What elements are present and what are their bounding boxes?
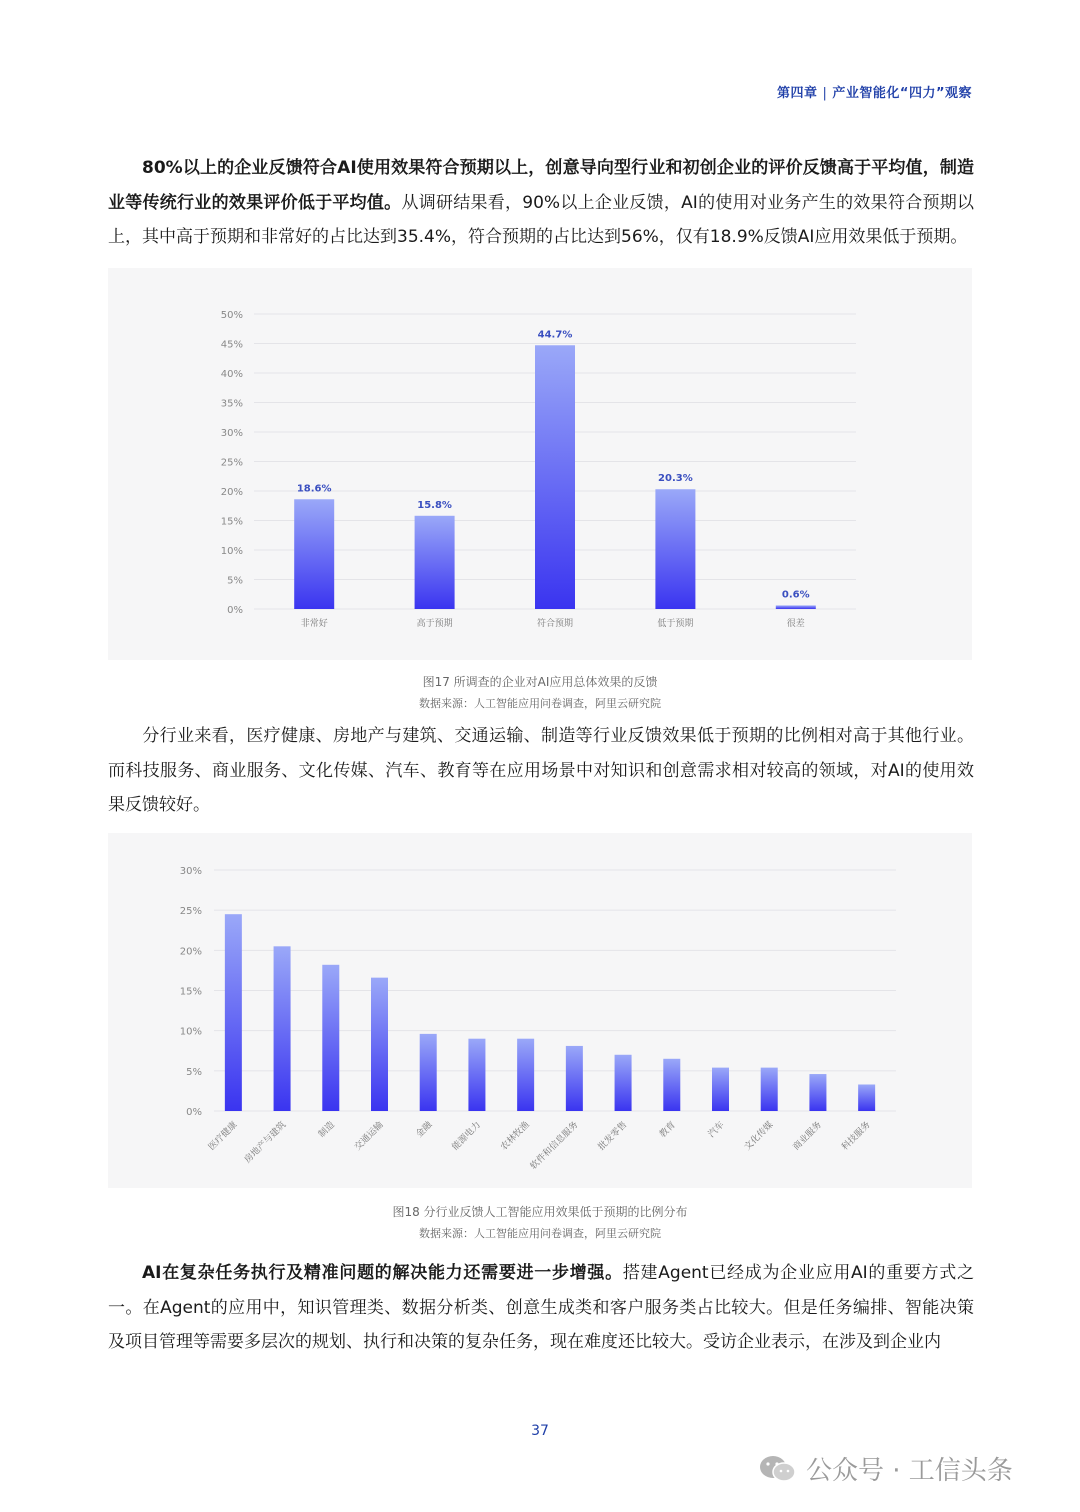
wechat-icon (758, 1454, 798, 1484)
x-tick-label: 软件和信息服务 (528, 1120, 581, 1172)
paragraph-3 (108, 1256, 974, 1360)
x-tick-label: 医疗健康 (206, 1120, 240, 1153)
y-tick-label: 5% (227, 575, 243, 587)
bar (712, 1068, 729, 1111)
y-tick-label: 0% (186, 1107, 202, 1118)
x-tick-label: 教育 (658, 1120, 678, 1140)
y-tick-label: 10% (220, 546, 243, 557)
x-tick-label: 批发零售 (596, 1120, 630, 1153)
y-tick-label: 25% (220, 457, 243, 469)
x-tick-label: 农林牧渔 (499, 1120, 532, 1153)
y-tick-label: 30% (179, 866, 202, 877)
y-tick-label: 50% (220, 310, 243, 321)
bar (761, 1068, 778, 1111)
y-tick-label: 20% (179, 946, 202, 958)
figure-18-source: 数据来源：人工智能应用问卷调查，阿里云研究院 (419, 1227, 661, 1240)
x-tick-label: 很差 (786, 619, 805, 629)
bar (858, 1084, 875, 1111)
bar (468, 1039, 485, 1111)
bar-value-label: 0.6% (781, 589, 810, 601)
bar (225, 914, 242, 1111)
paragraph-1 (108, 151, 974, 255)
x-tick-label: 制造 (317, 1120, 337, 1140)
bar-value-label: 20.3% (658, 473, 693, 485)
x-tick-label: 交通运输 (353, 1120, 386, 1153)
x-tick-label: 金融 (414, 1120, 435, 1140)
bar (655, 489, 695, 609)
bar (809, 1074, 826, 1111)
y-tick-label: 45% (220, 339, 243, 351)
y-tick-label: 5% (186, 1066, 202, 1078)
page-number: 37 (531, 1423, 549, 1439)
y-tick-label: 20% (220, 487, 243, 498)
paragraph-1-body: 从调研结果看，90%以上企业反馈，AI的使用对业务产生的效果符合预期以上，其中高于预期和非常好的占比达到35.4%，符合预期的占比达到56%，仅有18.9%反馈AI应用效果低于预期。 (108, 192, 974, 247)
figure-18-caption: 图18 分行业反馈人工智能应用效果低于预期的比例分布 (392, 1205, 688, 1219)
y-tick-label: 40% (220, 369, 243, 380)
bar (776, 605, 816, 609)
x-tick-label: 房地产与建筑 (242, 1120, 289, 1166)
x-tick-label: 非常好 (300, 619, 328, 629)
x-tick-label: 科技服务 (840, 1120, 873, 1153)
y-tick-label: 25% (179, 906, 202, 918)
x-tick-label: 商业服务 (791, 1120, 825, 1153)
figure-17-caption: 图17 所调查的企业对AI应用总体效果的反馈 (422, 675, 658, 689)
bar (420, 1034, 437, 1111)
bar-value-label: 44.7% (537, 329, 573, 341)
section-label: 产业智能化“四力”观察 (832, 86, 972, 101)
x-tick-label: 高于预期 (416, 619, 453, 629)
bar (535, 345, 575, 609)
figure-17-source: 数据来源：人工智能应用问卷调查，阿里云研究院 (419, 697, 661, 710)
bar (517, 1039, 534, 1111)
paragraph-2-body: 分行业来看，医疗健康、房地产与建筑、交通运输、制造等行业反馈效果低于预期的比例相对高于其他行业。而科技服务、商业服务、文化传媒、汽车、教育等在应用场景中对知识和创意需求相对较高的领域，对AI的使用效果反馈较好。 (108, 726, 974, 815)
bar (371, 978, 388, 1111)
x-tick-label: 能源电力 (450, 1120, 484, 1153)
bar (415, 516, 455, 609)
paragraph-3-lead: AI在复杂任务执行及精准问题的解决能力还需要进一步增强。 (142, 1263, 623, 1283)
y-tick-label: 35% (220, 398, 243, 410)
bar (294, 499, 334, 609)
bar (322, 965, 339, 1111)
y-tick-label: 30% (220, 428, 243, 439)
x-tick-label: 低于预期 (657, 619, 694, 629)
paragraph-3-body: 搭建Agent已经成为企业应用AI的重要方式之一。在Agent的应用中，知识管理类、数据分析类、创意生成类和客户服务类占比较大。但是任务编排、智能决策及项目管理等需要多层次的规划、执行和决策的复杂任务，现在难度还比较大。受访企业表示，在涉及到企业内 (108, 1263, 974, 1352)
y-tick-label: 0% (227, 605, 243, 616)
paragraph-1-lead: 80%以上的企业反馈符合AI使用效果符合预期以上，创意导向型行业和初创企业的评价反馈高于平均值，制造业等传统行业的效果评价低于平均值。 (108, 158, 974, 213)
chapter-header (777, 82, 972, 101)
watermark (758, 1450, 1013, 1487)
bar (566, 1046, 583, 1111)
bar (615, 1055, 632, 1111)
bar-value-label: 18.6% (296, 483, 332, 495)
figure-17-chart (108, 268, 972, 660)
figure-17-svg (108, 268, 972, 660)
bar-value-label: 15.8% (417, 499, 452, 511)
watermark-text: 公众号 · 工信头条 (806, 1456, 1013, 1486)
y-tick-label: 15% (220, 516, 243, 528)
x-tick-label: 汽车 (706, 1120, 727, 1140)
bar (274, 946, 291, 1111)
figure-18-svg (108, 833, 972, 1188)
y-tick-label: 15% (179, 986, 202, 998)
x-tick-label: 符合预期 (536, 619, 574, 629)
paragraph-2 (108, 719, 974, 823)
bar (663, 1059, 680, 1111)
figure-18-chart (108, 833, 972, 1188)
header-separator: | (822, 86, 828, 101)
x-tick-label: 文化传媒 (742, 1120, 776, 1153)
chapter-label: 第四章 (777, 86, 818, 101)
y-tick-label: 10% (179, 1026, 202, 1038)
